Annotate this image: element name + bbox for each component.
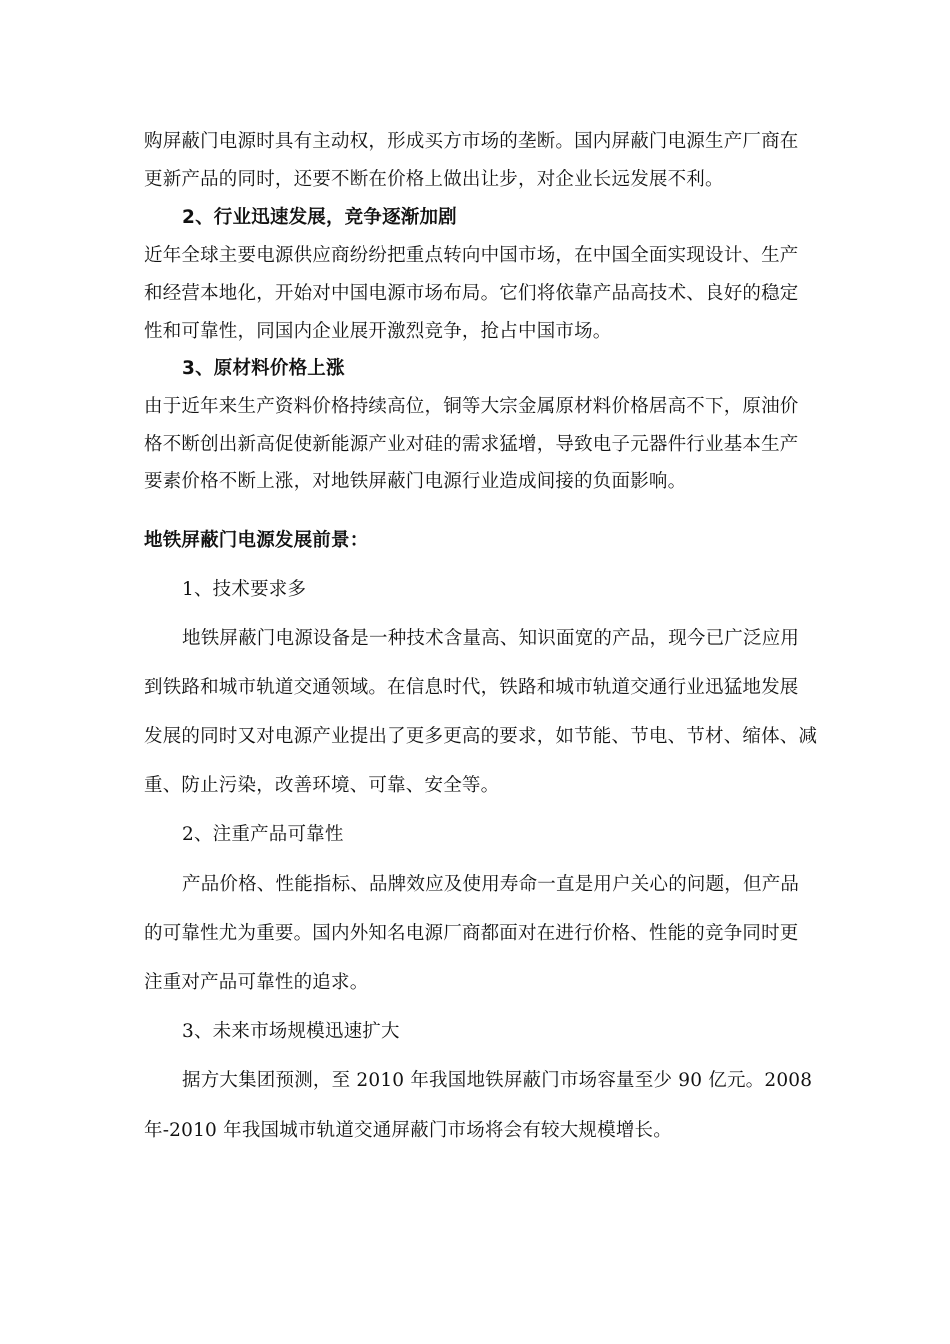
- section-3-line-3: 要素价格不断上涨，对地铁屏蔽门电源行业造成间接的负面影响。: [144, 471, 687, 492]
- section-2-line-2: 和经营本地化，开始对中国电源市场布局。它们将依靠产品高技术、良好的稳定: [144, 283, 799, 304]
- prospect-item-1-heading: 1、技术要求多: [182, 579, 307, 600]
- prospect-item-1-line-1: 地铁屏蔽门电源设备是一种技术含量高、知识面宽的产品，现今已广泛应用: [182, 628, 800, 649]
- prospect-item-1-line-4: 重、防止污染，改善环境、可靠、安全等。: [144, 775, 500, 796]
- prospect-item-2-heading: 2、注重产品可靠性: [182, 824, 344, 845]
- intro-line-2: 更新产品的同时，还要不断在价格上做出让步，对企业长远发展不利。: [144, 169, 724, 190]
- prospect-item-1-line-2: 到铁路和城市轨道交通领域。在信息时代，铁路和城市轨道交通行业迅猛地发展: [144, 677, 799, 698]
- prospect-item-2-line-3: 注重对产品可靠性的追求。: [144, 972, 369, 993]
- prospect-item-3-heading: 3、未来市场规模迅速扩大: [182, 1021, 400, 1042]
- section-3-line-1: 由于近年来生产资料价格持续高位，铜等大宗金属原材料价格居高不下，原油价: [144, 396, 799, 417]
- prospect-item-1-line-3: 发展的同时又对电源产业提出了更多更高的要求，如节能、节电、节材、缩体、减: [144, 726, 818, 747]
- section-2-heading: 2、行业迅速发展，竞争逐渐加剧: [182, 207, 457, 228]
- intro-line-1: 购屏蔽门电源时具有主动权，形成买方市场的垄断。国内屏蔽门电源生产厂商在: [144, 131, 799, 152]
- prospect-item-3-line-2: 年-2010 年我国城市轨道交通屏蔽门市场将会有较大规模增长。: [144, 1120, 672, 1141]
- prospect-item-2-line-2: 的可靠性尤为重要。国内外知名电源厂商都面对在进行价格、性能的竞争同时更: [144, 923, 799, 944]
- section-3-line-2: 格不断创出新高促使新能源产业对硅的需求猛增，导致电子元器件行业基本生产: [144, 434, 799, 455]
- prospect-item-3-line-1: 据方大集团预测，至 2010 年我国地铁屏蔽门市场容量至少 90 亿元。2008: [182, 1070, 813, 1091]
- prospect-item-2-line-1: 产品价格、性能指标、品牌效应及使用寿命一直是用户关心的问题，但产品: [182, 874, 800, 895]
- section-2-line-1: 近年全球主要电源供应商纷纷把重点转向中国市场，在中国全面实现设计、生产: [144, 245, 799, 266]
- section-2-line-3: 性和可靠性，同国内企业展开激烈竞争，抢占中国市场。: [144, 321, 612, 342]
- prospect-title: 地铁屏蔽门电源发展前景：: [144, 530, 369, 551]
- section-3-heading: 3、原材料价格上涨: [182, 358, 345, 379]
